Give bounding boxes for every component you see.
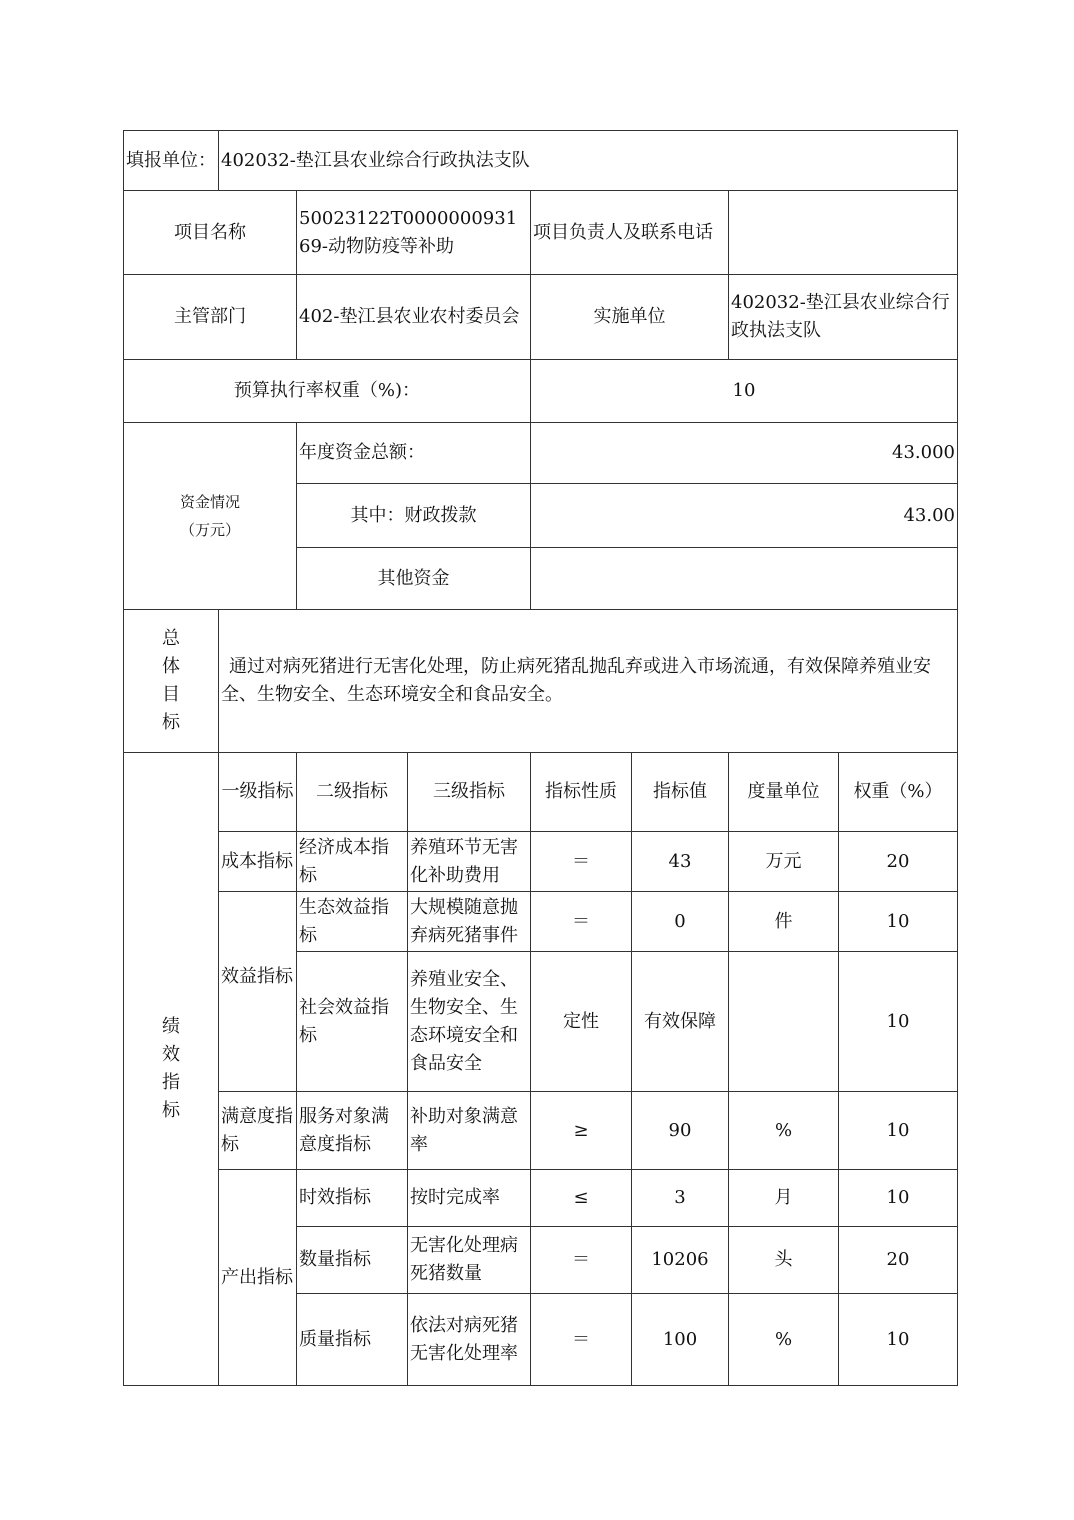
nature-cell: ＝ bbox=[531, 1227, 632, 1294]
goal-label-char: 目 bbox=[162, 684, 180, 705]
level2-cell: 时效指标 bbox=[297, 1170, 408, 1227]
header-nature: 指标性质 bbox=[531, 753, 632, 832]
funds-fiscal-value: 43.00 bbox=[531, 484, 958, 548]
weight-cell: 20 bbox=[839, 832, 958, 892]
implementing-unit-value: 402032-垫江县农业综合行政执法支队 bbox=[729, 275, 958, 360]
header-weight: 权重（%） bbox=[839, 753, 958, 832]
header-level2: 二级指标 bbox=[297, 753, 408, 832]
value-cell: 0 bbox=[632, 892, 729, 952]
funds-total-label: 年度资金总额： bbox=[297, 423, 531, 484]
funds-fiscal-label: 其中：财政拨款 bbox=[297, 484, 531, 548]
unit-cell: % bbox=[729, 1092, 839, 1170]
level3-cell: 无害化处理病死猪数量 bbox=[408, 1227, 531, 1294]
table-row bbox=[124, 1092, 958, 1170]
weight-cell: 10 bbox=[839, 1092, 958, 1170]
filing-unit-value: 402032-垫江县农业综合行政执法支队 bbox=[219, 131, 958, 191]
level1-cell: 成本指标 bbox=[219, 832, 297, 892]
project-manager-value bbox=[729, 191, 958, 275]
level3-cell: 大规模随意抛弃病死猪事件 bbox=[408, 892, 531, 952]
value-cell: 100 bbox=[632, 1294, 729, 1386]
value-cell: 43 bbox=[632, 832, 729, 892]
unit-cell: 月 bbox=[729, 1170, 839, 1227]
level2-cell: 社会效益指标 bbox=[297, 952, 408, 1092]
weight-cell: 10 bbox=[839, 1294, 958, 1386]
table-row bbox=[124, 832, 958, 892]
unit-cell: 件 bbox=[729, 892, 839, 952]
level2-cell: 数量指标 bbox=[297, 1227, 408, 1294]
funds-total-value: 43.000 bbox=[531, 423, 958, 484]
value-cell: 90 bbox=[632, 1092, 729, 1170]
unit-cell: 万元 bbox=[729, 832, 839, 892]
level3-cell: 依法对病死猪无害化处理率 bbox=[408, 1294, 531, 1386]
header-unit: 度量单位 bbox=[729, 753, 839, 832]
filing-unit-label: 填报单位： bbox=[124, 131, 219, 191]
weight-cell: 10 bbox=[839, 952, 958, 1092]
project-name-label: 项目名称 bbox=[124, 191, 297, 275]
department-value: 402-垫江县农业农村委员会 bbox=[297, 275, 531, 360]
level2-cell: 经济成本指标 bbox=[297, 832, 408, 892]
project-manager-label: 项目负责人及联系电话 bbox=[531, 191, 729, 275]
header-level3: 三级指标 bbox=[408, 753, 531, 832]
funds-other-label: 其他资金 bbox=[297, 548, 531, 610]
funds-label-line2: （万元） bbox=[179, 521, 240, 539]
project-name-value: 50023122T000000093169-动物防疫等补助 bbox=[297, 191, 531, 275]
goal-text: 通过对病死猪进行无害化处理，防止病死猪乱抛乱弃或进入市场流通，有效保障养殖业安全、生物安全、生态环境安全和食品安全。 bbox=[219, 610, 958, 753]
implementing-unit-label: 实施单位 bbox=[531, 275, 729, 360]
goal-label bbox=[124, 610, 219, 753]
funds-label-line1: 资金情况 bbox=[179, 493, 240, 511]
goal-label-char: 总 bbox=[162, 628, 180, 649]
department-label: 主管部门 bbox=[124, 275, 297, 360]
nature-cell: ＝ bbox=[531, 892, 632, 952]
level2-cell: 服务对象满意度指标 bbox=[297, 1092, 408, 1170]
filing-unit-row bbox=[124, 131, 958, 191]
budget-rate-row bbox=[124, 360, 958, 423]
funds-total-row bbox=[124, 423, 958, 484]
level1-cell: 产出指标 bbox=[219, 1170, 297, 1386]
level3-cell: 养殖业安全、生物安全、生态环境安全和食品安全 bbox=[408, 952, 531, 1092]
weight-cell: 10 bbox=[839, 892, 958, 952]
funds-other-value bbox=[531, 548, 958, 610]
department-row bbox=[124, 275, 958, 360]
level3-cell: 养殖环节无害化补助费用 bbox=[408, 832, 531, 892]
weight-cell: 20 bbox=[839, 1227, 958, 1294]
level3-cell: 按时完成率 bbox=[408, 1170, 531, 1227]
level3-cell: 补助对象满意率 bbox=[408, 1092, 531, 1170]
header-value: 指标值 bbox=[632, 753, 729, 832]
performance-label-char: 效 bbox=[162, 1044, 180, 1065]
table-row bbox=[124, 1170, 958, 1227]
unit-cell bbox=[729, 952, 839, 1092]
unit-cell: 头 bbox=[729, 1227, 839, 1294]
project-row bbox=[124, 191, 958, 275]
goal-label-char: 标 bbox=[162, 712, 180, 733]
weight-cell: 10 bbox=[839, 1170, 958, 1227]
nature-cell: ≥ bbox=[531, 1092, 632, 1170]
nature-cell: ≤ bbox=[531, 1170, 632, 1227]
level2-cell: 质量指标 bbox=[297, 1294, 408, 1386]
level2-cell: 生态效益指标 bbox=[297, 892, 408, 952]
performance-target-form bbox=[123, 130, 958, 1386]
goal-label-char: 体 bbox=[162, 656, 180, 677]
level1-cell: 效益指标 bbox=[219, 892, 297, 1092]
performance-header-row bbox=[124, 753, 958, 832]
performance-label-char: 标 bbox=[162, 1100, 180, 1121]
budget-rate-label: 预算执行率权重（%)： bbox=[124, 360, 531, 423]
performance-label bbox=[124, 753, 219, 1386]
unit-cell: % bbox=[729, 1294, 839, 1386]
nature-cell: 定性 bbox=[531, 952, 632, 1092]
level1-cell: 满意度指标 bbox=[219, 1092, 297, 1170]
value-cell: 有效保障 bbox=[632, 952, 729, 1092]
performance-label-char: 指 bbox=[162, 1072, 180, 1093]
value-cell: 3 bbox=[632, 1170, 729, 1227]
table-row bbox=[124, 892, 958, 952]
performance-label-char: 绩 bbox=[162, 1016, 180, 1037]
header-level1: 一级指标 bbox=[219, 753, 297, 832]
nature-cell: ＝ bbox=[531, 832, 632, 892]
nature-cell: ＝ bbox=[531, 1294, 632, 1386]
goal-row bbox=[124, 610, 958, 753]
funds-label bbox=[124, 423, 297, 610]
budget-rate-value: 10 bbox=[531, 360, 958, 423]
value-cell: 10206 bbox=[632, 1227, 729, 1294]
